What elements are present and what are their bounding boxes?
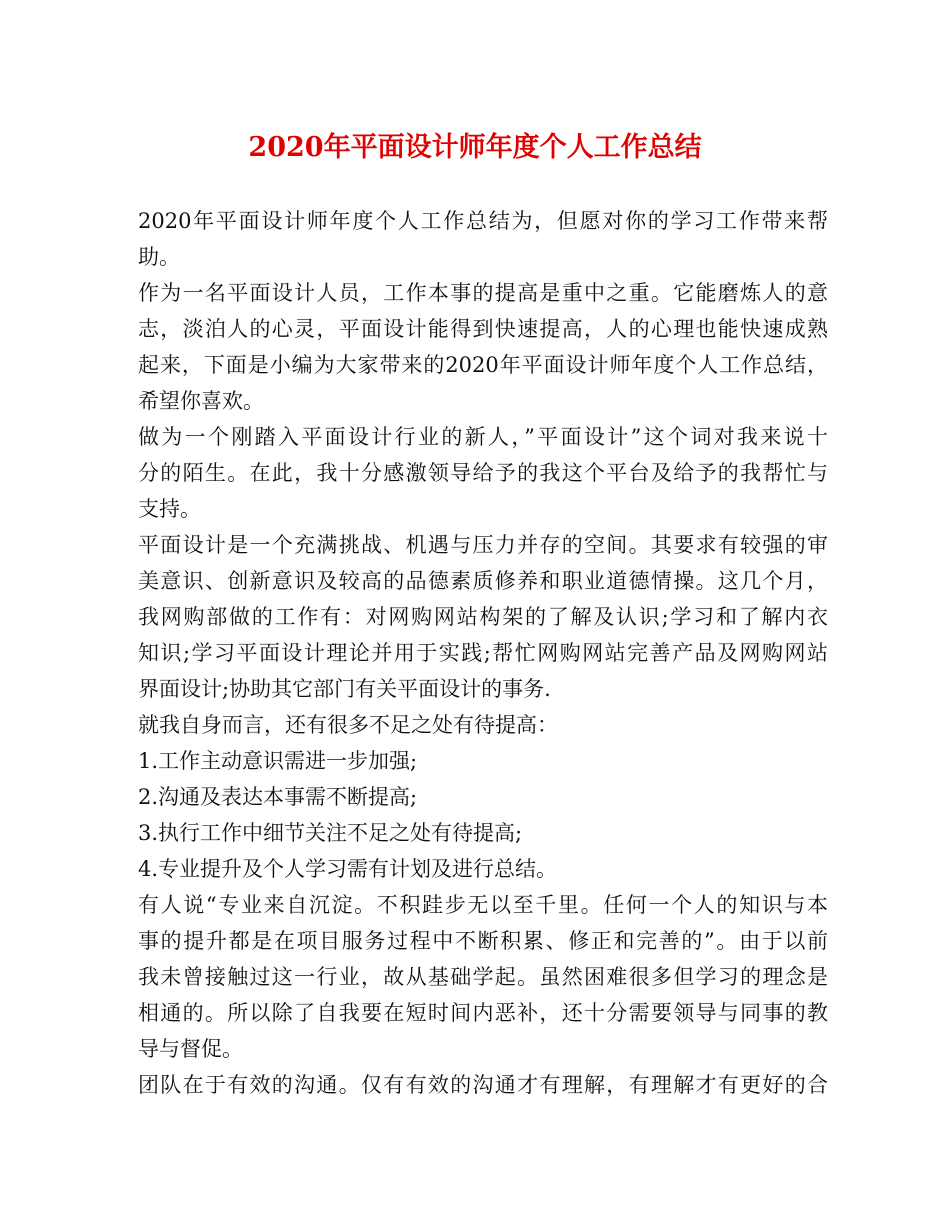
text-line: 界面设计;协助其它部门有关平面设计的事务. <box>138 677 551 701</box>
text-line: 助。 <box>138 245 180 269</box>
text-line: 相通的。所以除了自我要在短时间内恶补，还十分需要领导与同事的教 <box>138 1001 828 1025</box>
text-line: 分的陌生。在此，我十分感激领导给予的我这个平台及给予的我帮忙与 <box>138 461 828 485</box>
text-line: 3.执行工作中细节关注不足之处有待提高; <box>138 821 523 845</box>
text-line: 支持。 <box>138 497 201 521</box>
text-line: 我未曾接触过这一行业，故从基础学起。虽然困难很多但学习的理念是 <box>138 965 828 989</box>
text-line: 有人说“专业来自沉淀。不积跬步无以至千里。任何一个人的知识与本 <box>138 893 828 917</box>
text-line: 1.工作主动意识需进一步加强; <box>138 749 418 773</box>
text-line: 事的提升都是在项目服务过程中不断积累、修正和完善的”。由于以前 <box>138 929 828 953</box>
document-title: 2020年平面设计师年度个人工作总结 <box>248 132 702 163</box>
text-line: 2020年平面设计师年度个人工作总结为，但愿对你的学习工作带来帮 <box>138 209 828 233</box>
text-line: 作为一名平面设计人员，工作本事的提高是重中之重。它能磨炼人的意 <box>138 281 828 305</box>
text-line: 做为一个刚踏入平面设计行业的新人，”平面设计”这个词对我来说十 <box>138 425 828 449</box>
text-line: 希望你喜欢。 <box>138 389 264 413</box>
text-line: 知识;学习平面设计理论并用于实践;帮忙网购网站完善产品及网购网站 <box>138 641 828 665</box>
text-line: 团队在于有效的沟通。仅有有效的沟通才有理解，有理解才有更好的合 <box>138 1073 828 1097</box>
text-line: 志，淡泊人的心灵，平面设计能得到快速提高，人的心理也能快速成熟 <box>138 317 828 341</box>
text-line: 我网购部做的工作有：对网购网站构架的了解及认识;学习和了解内衣 <box>138 605 828 629</box>
text-line: 美意识、创新意识及较高的品德素质修养和职业道德情操。这几个月， <box>138 569 828 593</box>
text-line: 就我自身而言，还有很多不足之处有待提高： <box>138 713 558 737</box>
text-line: 4.专业提升及个人学习需有计划及进行总结。 <box>138 857 558 881</box>
document-body <box>138 203 828 1103</box>
text-line: 起来，下面是小编为大家带来的2020年平面设计师年度个人工作总结， <box>138 353 828 377</box>
text-line: 平面设计是一个充满挑战、机遇与压力并存的空间。其要求有较强的审 <box>138 533 828 557</box>
text-line: 导与督促。 <box>138 1037 243 1061</box>
text-line: 2.沟通及表达本事需不断提高; <box>138 785 418 809</box>
